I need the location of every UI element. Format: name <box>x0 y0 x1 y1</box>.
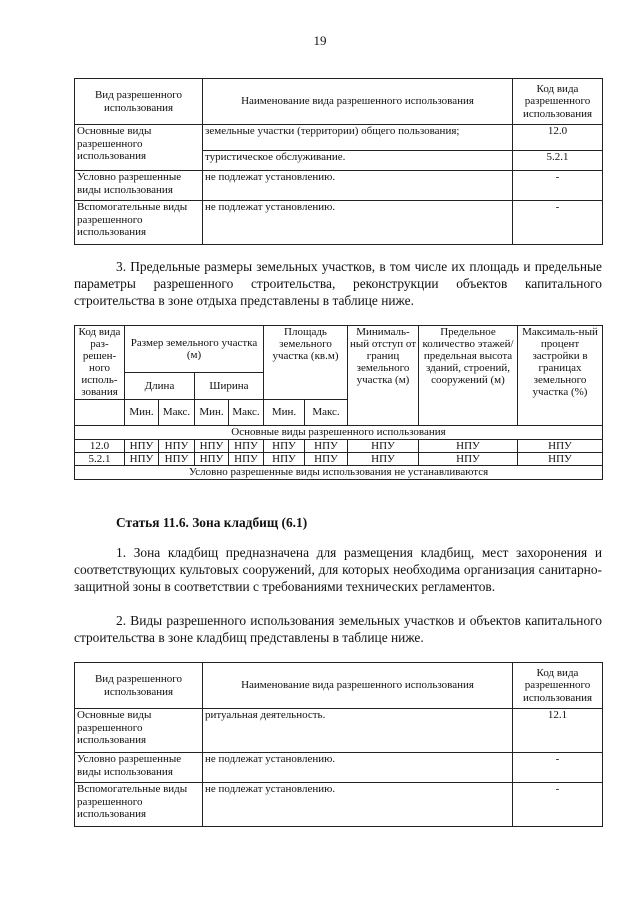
table-cell: не подлежат установлению. <box>203 753 513 783</box>
table-header: Код вида раз-решен-ного исполь-зования <box>75 326 125 400</box>
article-heading: Статья 11.6. Зона кладбищ (6.1) <box>116 515 308 530</box>
table-cell: - <box>513 201 603 245</box>
table-cell: НПУ <box>125 452 159 465</box>
paragraph-purpose: 1. Зона кладбищ предназначена для размещения кладбищ, мест захоронения и соответствующих культовых сооружений, для которых необходима организация санитарно-защитной зоны в соответствии с требованиями технических регламентов. <box>74 545 602 594</box>
table-cell: Вспомогательные виды разрешенного использования <box>75 201 203 245</box>
table-cell: НПУ <box>159 452 195 465</box>
table-header: Вид разрешенного использования <box>75 79 203 125</box>
table-header: Площадь земельного участка (кв.м) <box>264 326 348 400</box>
table-cell: 5.2.1 <box>75 452 125 465</box>
table-header <box>75 399 125 425</box>
table-cell: 12.1 <box>513 709 603 753</box>
table-cell: не подлежат установлению. <box>203 783 513 827</box>
table-header: Ширина <box>195 372 264 399</box>
table-section: Основные виды разрешенного использования <box>75 425 603 439</box>
table-header: Вид разрешенного использования <box>75 663 203 709</box>
table-header: Макс. <box>159 399 195 425</box>
table-header: Минималь-ный отступ от границ земельного участка (м) <box>348 326 419 426</box>
land-use-table-recreation <box>74 78 603 245</box>
table-section: Условно разрешенные виды использования не устанавливаются <box>75 465 603 479</box>
table-cell: НПУ <box>348 452 419 465</box>
table-cell: НПУ <box>348 439 419 452</box>
table-cell: не подлежат установлению. <box>203 171 513 201</box>
table-cell: Основные виды разрешенного использования <box>75 125 203 171</box>
table-header: Длина <box>125 372 195 399</box>
table-cell: Условно разрешенные виды использования <box>75 753 203 783</box>
table-cell: НПУ <box>419 439 518 452</box>
table-header: Код вида разрешенного использования <box>513 663 603 709</box>
table-cell: - <box>513 171 603 201</box>
table-cell: НПУ <box>305 439 348 452</box>
table-cell: НПУ <box>159 439 195 452</box>
table-cell: НПУ <box>419 452 518 465</box>
paragraph-limits: 3. Предельные размеры земельных участков, в том числе их площадь и предельные параметры разрешенного строительства, реконструкции объектов капитального строительства в зоне отдыха представлены в таблице ниже. <box>74 259 602 308</box>
table-header: Предельное количество этажей/ предельная высота зданий, строений, сооружений (м) <box>419 326 518 426</box>
table-cell: Основные виды разрешенного использования <box>75 709 203 753</box>
table-header: Размер земельного участка (м) <box>125 326 264 373</box>
table-cell: - <box>513 783 603 827</box>
table-cell: НПУ <box>518 452 603 465</box>
table-header: Наименование вида разрешенного использования <box>203 79 513 125</box>
table-header: Мин. <box>125 399 159 425</box>
table-cell: не подлежат установлению. <box>203 201 513 245</box>
table-cell: НПУ <box>125 439 159 452</box>
table-cell: 12.0 <box>75 439 125 452</box>
table-cell: - <box>513 753 603 783</box>
table-cell: Вспомогательные виды разрешенного использования <box>75 783 203 827</box>
table-cell: НПУ <box>229 439 264 452</box>
land-use-table-cemetery <box>74 662 603 827</box>
table-header: Мин. <box>195 399 229 425</box>
table-header: Наименование вида разрешенного использования <box>203 663 513 709</box>
page-number: 19 <box>313 33 327 48</box>
paragraph-types: 2. Виды разрешенного использования земельных участков и объектов капитального строительства в зоне кладбищ представлены в таблице ниже. <box>74 613 602 645</box>
table-header: Максималь-ный процент застройки в границах земельного участка (%) <box>518 326 603 426</box>
table-cell: НПУ <box>229 452 264 465</box>
table-cell: 12.0 <box>513 125 603 151</box>
table-header: Макс. <box>305 399 348 425</box>
table-cell: 5.2.1 <box>513 151 603 171</box>
table-cell: Условно разрешенные виды использования <box>75 171 203 201</box>
table-cell: НПУ <box>305 452 348 465</box>
table-cell: НПУ <box>195 439 229 452</box>
table-header: Макс. <box>229 399 264 425</box>
table-cell: НПУ <box>264 452 305 465</box>
table-header: Код вида разрешенного использования <box>513 79 603 125</box>
table-cell: туристическое обслуживание. <box>203 151 513 171</box>
table-header: Мин. <box>264 399 305 425</box>
table-cell: НПУ <box>264 439 305 452</box>
parameters-table <box>74 325 603 480</box>
table-cell: НПУ <box>195 452 229 465</box>
table-cell: ритуальная деятельность. <box>203 709 513 753</box>
table-cell: земельные участки (территории) общего пользования; <box>203 125 513 151</box>
table-cell: НПУ <box>518 439 603 452</box>
